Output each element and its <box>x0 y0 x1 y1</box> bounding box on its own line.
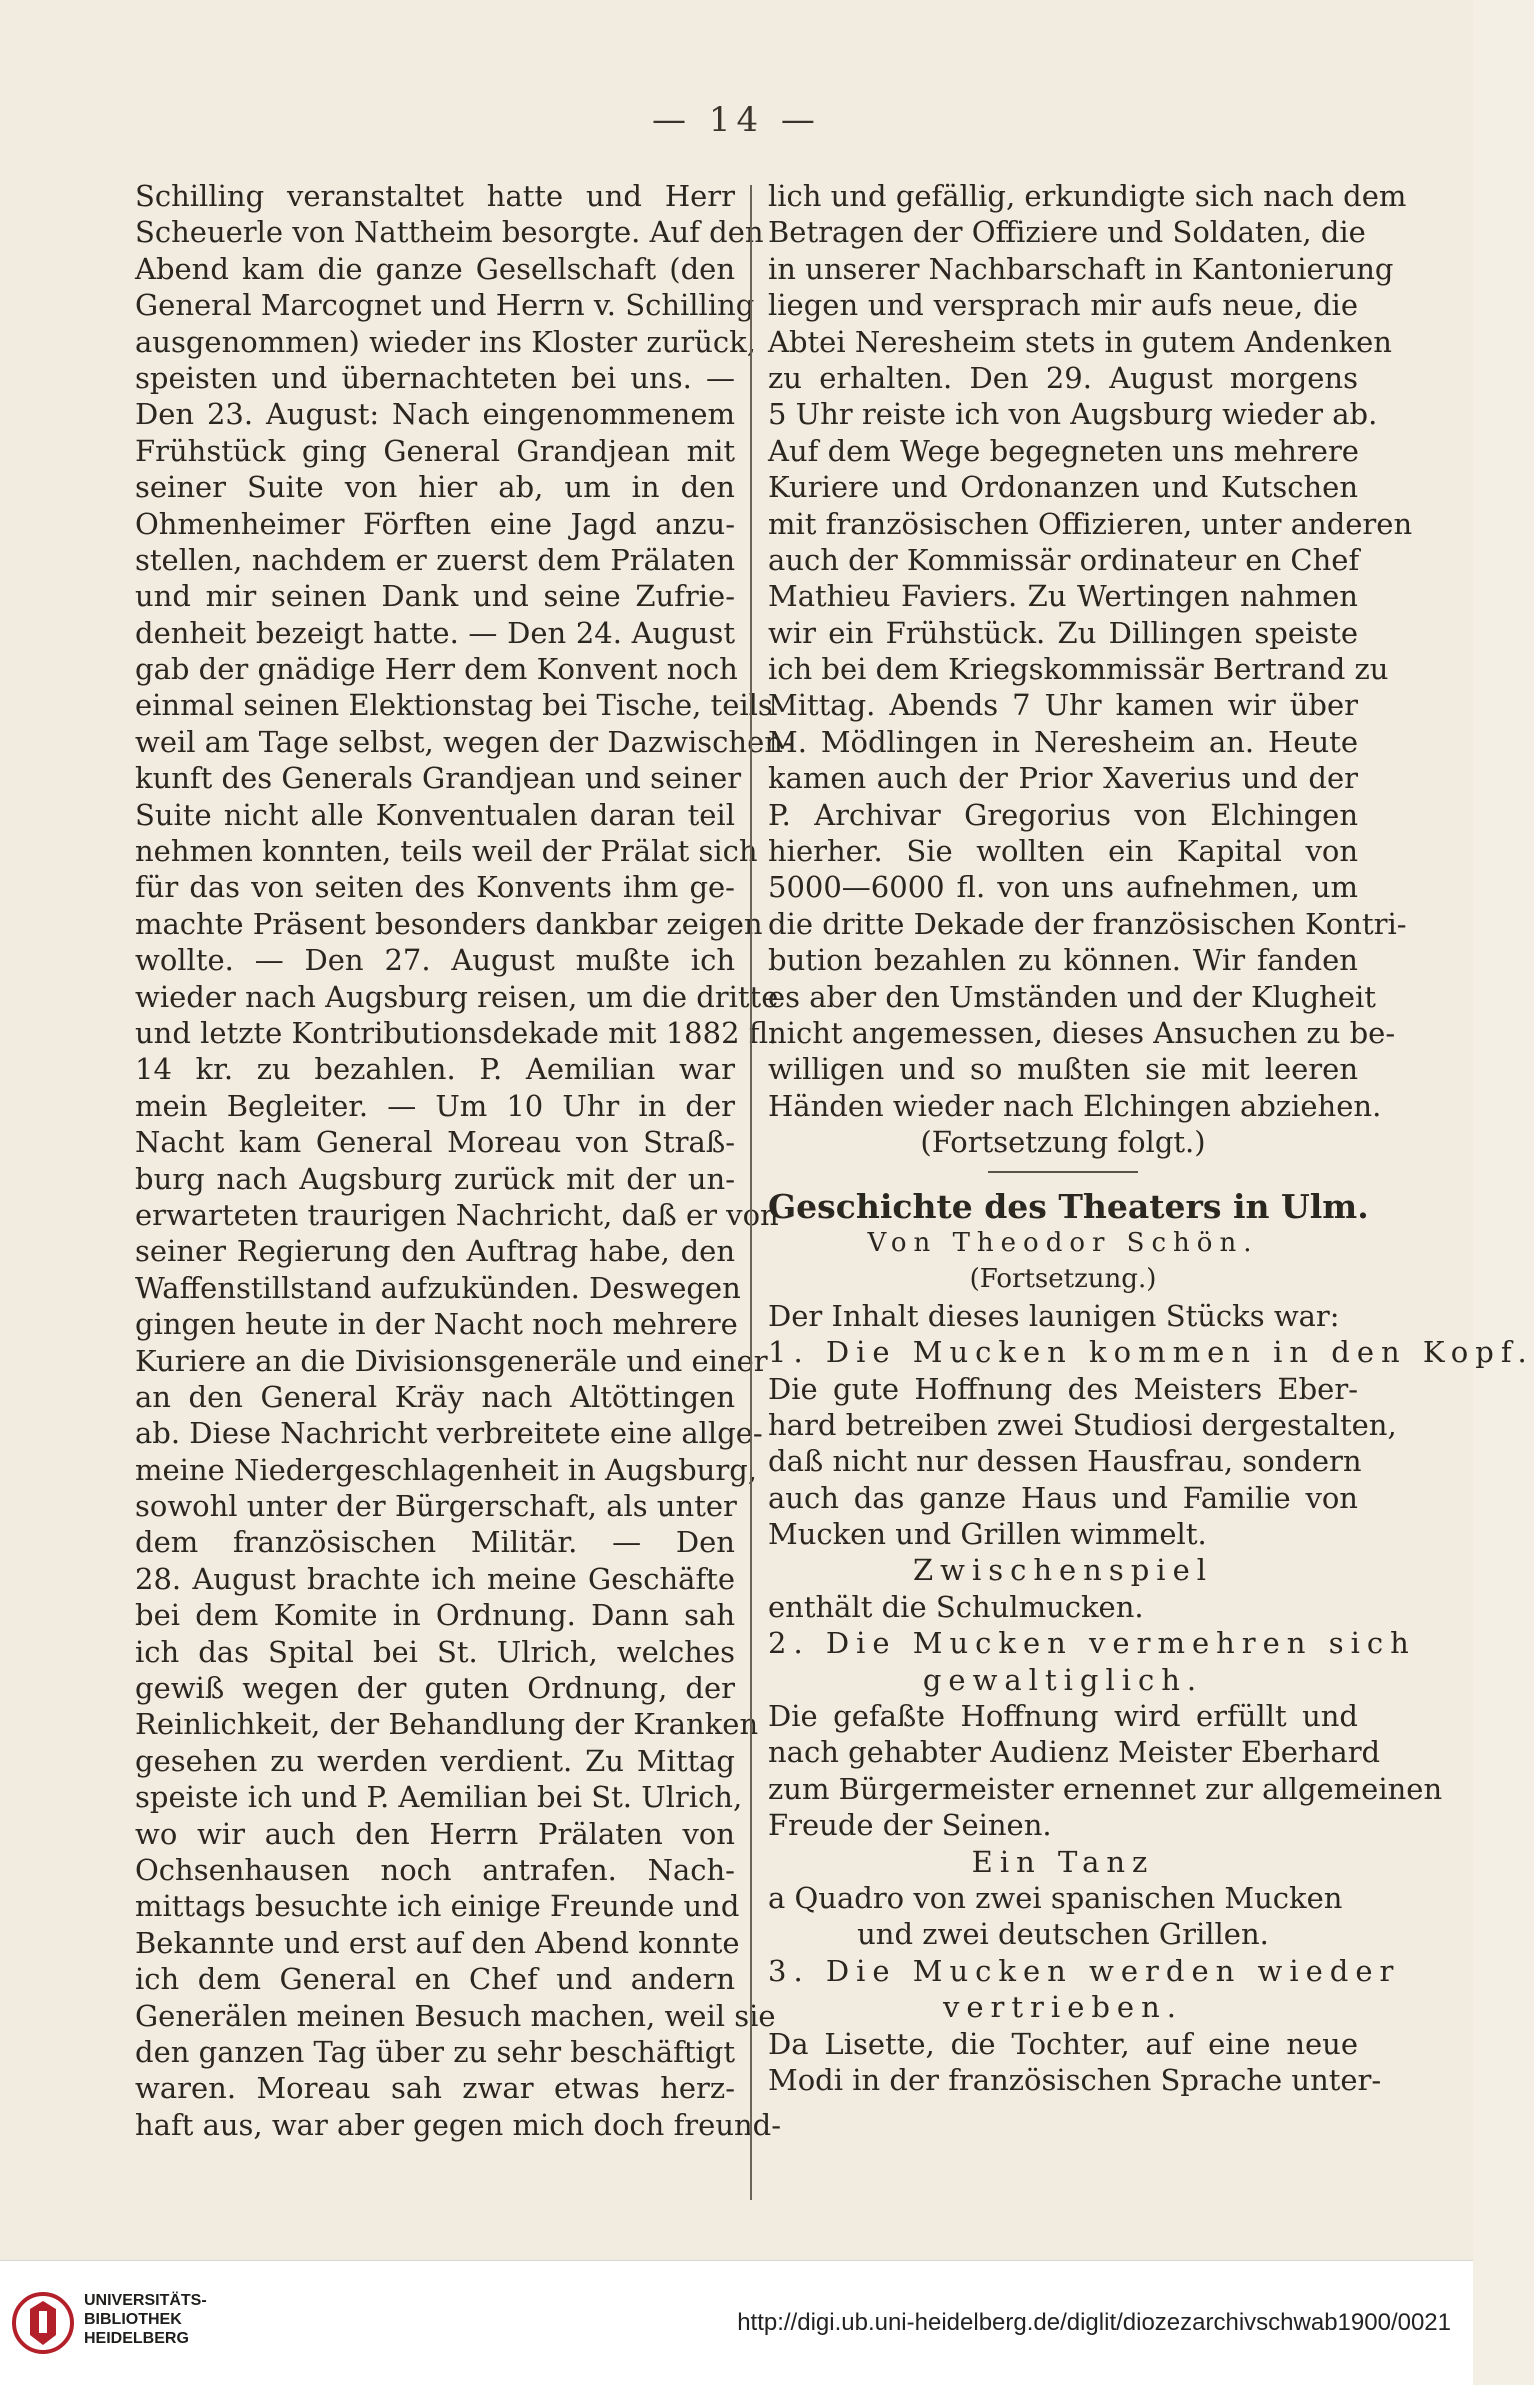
text-line: Modi in der französischen Sprache unter- <box>768 2062 1382 2097</box>
text-line: Auf dem Wege begegneten uns mehrere <box>768 433 1359 468</box>
text-line: ich das Spital bei St. Ulrich, welches <box>135 1634 735 1669</box>
text-line: daß nicht nur dessen Hausfrau, sondern <box>768 1444 1362 1479</box>
text-line: machte Präsent besonders dankbar zeigen <box>135 906 763 941</box>
text-line: meine Niedergeschlagenheit in Augsburg, <box>135 1452 757 1487</box>
text-line: kamen auch der Prior Xaverius und der <box>768 761 1358 796</box>
scene-2-heading: 2. Die Mucken vermehren sich <box>768 1626 1416 1661</box>
text-line: 28. August brachte ich meine Geschäfte <box>135 1561 735 1596</box>
dance-text-cont: und zwei deutschen Grillen. <box>857 1917 1269 1952</box>
text-line: liegen und versprach mir aufs neue, die <box>768 288 1358 323</box>
text-line: wollte. — Den 27. August mußte ich <box>135 943 735 978</box>
text-line: sowohl unter der Bürgerschaft, als unter <box>135 1489 737 1524</box>
text-line: haft aus, war aber gegen mich doch freund- <box>135 2107 782 2142</box>
scene-1-text <box>768 1371 1397 1553</box>
text-line: ich dem General en Chef und andern <box>135 1962 735 1997</box>
scene-3-heading: 3. Die Mucken werden wieder <box>768 1953 1401 1988</box>
text-line: Abtei Neresheim stets in gutem Andenken <box>768 324 1392 359</box>
text-line: gewiß wegen der guten Ordnung, der <box>135 1671 735 1706</box>
right-column-text <box>768 178 1413 1124</box>
scene-3-text <box>768 2026 1382 2099</box>
text-line: lich und gefällig, erkundigte sich nach dem <box>768 179 1407 213</box>
text-line: willigen und so mußten sie mit leeren <box>768 1052 1358 1087</box>
text-line: waren. Moreau sah zwar etwas herz- <box>135 2071 735 2106</box>
article-byline: Von Theodor Schön. <box>867 1227 1259 1258</box>
text-line: für das von seiten des Konvents ihm ge- <box>135 870 735 905</box>
text-line: Generälen meinen Besuch machen, weil sie <box>135 1998 776 2033</box>
text-line: Kuriere und Ordonanzen und Kutschen <box>768 470 1358 505</box>
text-line: wo wir auch den Herrn Prälaten von <box>135 1816 735 1851</box>
library-footer <box>0 2260 1473 2385</box>
text-line: ab. Diese Nachricht verbreitete eine allge- <box>135 1416 763 1451</box>
text-line: hard betreiben zwei Studiosi dergestalten, <box>768 1407 1397 1442</box>
text-line: 5 Uhr reiste ich von Augsburg wieder ab. <box>768 397 1378 432</box>
text-line: mit französischen Offizieren, unter anderen <box>768 506 1413 541</box>
text-line: Betragen der Offiziere und Soldaten, die <box>768 215 1366 250</box>
page-number: — 14 — <box>652 100 821 140</box>
library-logo-text: UNIVERSITÄTS- BIBLIOTHEK HEIDELBERG <box>84 2292 207 2347</box>
text-line: Scheuerle von Nattheim besorgte. Auf den <box>135 215 764 250</box>
scene-2-heading-cont: gewaltiglich. <box>922 1662 1204 1697</box>
text-line: einmal seinen Elektionstag bei Tische, teils <box>135 688 773 723</box>
text-line: es aber den Umständen und der Klugheit <box>768 979 1376 1014</box>
text-line: auch der Kommissär ordinateur en Chef <box>768 542 1360 577</box>
text-line: Da Lisette, die Tochter, auf eine neue <box>768 2026 1358 2061</box>
text-line: stellen, nachdem er zuerst dem Prälaten <box>135 542 735 577</box>
text-line: speisten und übernachteten bei uns. — <box>135 360 735 395</box>
text-line: gab der gnädige Herr dem Konvent noch <box>135 652 738 687</box>
text-line: Den 23. August: Nach eingenommenem <box>135 397 735 432</box>
text-line: nehmen konnten, teils weil der Prälat sich <box>135 834 758 869</box>
text-line: bei dem Komite in Ordnung. Dann sah <box>135 1598 735 1633</box>
text-line: Nacht kam General Moreau von Straß- <box>135 1125 735 1160</box>
text-line: weil am Tage selbst, wegen der Dazwischen- <box>135 724 793 759</box>
text-line: Reinlichkeit, der Behandlung der Kranken <box>135 1707 759 1742</box>
text-line: wir ein Frühstück. Zu Dillingen speiste <box>768 615 1358 650</box>
text-line: Mittag. Abends 7 Uhr kamen wir über <box>768 688 1358 723</box>
source-url-link[interactable]: http://digi.ub.uni-heidelberg.de/diglit/diozezarchivschwab1900/0021 <box>737 2309 1451 2336</box>
text-line: dem französischen Militär. — Den <box>135 1525 735 1560</box>
text-line: speiste ich und P. Aemilian bei St. Ulrich, <box>135 1780 743 1815</box>
text-line: erwarteten traurigen Nachricht, daß er von <box>135 1197 779 1232</box>
text-line: hierher. Sie wollten ein Kapital von <box>768 834 1358 869</box>
text-line: Mathieu Faviers. Zu Wertingen nahmen <box>768 579 1358 614</box>
interlude-text: enthält die Schulmucken. <box>768 1589 1144 1624</box>
left-column <box>135 178 793 2143</box>
dance-text: a Quadro von zwei spanischen Mucken <box>768 1880 1343 1915</box>
text-line: und mir seinen Dank und seine Zufrie- <box>135 579 735 614</box>
text-line: zum Bürgermeister ernennet zur allgemeinen <box>768 1771 1443 1806</box>
text-line: burg nach Augsburg zurück mit der un- <box>135 1161 735 1196</box>
text-line: Ohmenheimer Förften eine Jagd anzu- <box>135 506 735 541</box>
text-line: 14 kr. zu bezahlen. P. Aemilian war <box>135 1052 735 1087</box>
text-line: zu erhalten. Den 29. August morgens <box>768 360 1358 395</box>
text-line: Schilling veranstaltet hatte und Herr <box>135 179 735 213</box>
text-line: Kuriere an die Divisionsgeneräle und einer <box>135 1343 768 1378</box>
text-line: Die gute Hoffnung des Meisters Eber- <box>768 1371 1358 1406</box>
text-line: mittags besuchte ich einige Freunde und <box>135 1889 740 1924</box>
text-line: den ganzen Tag über zu sehr beschäftigt <box>135 2034 735 2069</box>
text-line: nach gehabter Audienz Meister Eberhard <box>768 1735 1381 1770</box>
continuation-note: (Fortsetzung folgt.) <box>920 1125 1206 1160</box>
text-line: 5000—6000 fl. von uns aufnehmen, um <box>768 870 1358 905</box>
scene-2-text <box>768 1698 1443 1844</box>
section-rule <box>988 1171 1138 1173</box>
text-line: Frühstück ging General Grandjean mit <box>135 433 735 468</box>
scene-3-heading-cont: vertrieben. <box>943 1990 1183 2025</box>
text-line: auch das ganze Haus und Familie von <box>768 1480 1358 1515</box>
article-continued: (Fortsetzung.) <box>969 1264 1157 1295</box>
text-line: wieder nach Augsburg reisen, um die dritte <box>135 979 779 1014</box>
text-line: ich bei dem Kriegskommissär Bertrand zu <box>768 652 1389 687</box>
article-title: Geschichte des Theaters in Ulm. <box>768 1186 1369 1226</box>
text-line: gesehen zu werden verdient. Zu Mittag <box>135 1743 735 1778</box>
text-line: seiner Suite von hier ab, um in den <box>135 470 735 505</box>
text-line: denheit bezeigt hatte. — Den 24. August <box>135 615 735 650</box>
text-line: Mucken und Grillen wimmelt. <box>768 1517 1207 1552</box>
scene-1-heading: 1. Die Mucken kommen in den Kopf. <box>768 1335 1534 1370</box>
text-line: Waffenstillstand aufzukünden. Deswegen <box>135 1270 741 1305</box>
text-line: mein Begleiter. — Um 10 Uhr in der <box>135 1088 735 1123</box>
text-line: seiner Regierung den Auftrag habe, den <box>135 1234 735 1269</box>
text-line: bution bezahlen zu können. Wir fanden <box>768 943 1358 978</box>
dance-heading: Ein Tanz <box>971 1844 1155 1879</box>
text-line: Abend kam die ganze Gesellschaft (den <box>135 251 735 286</box>
text-line: Händen wieder nach Elchingen abziehen. <box>768 1088 1382 1123</box>
text-line: Ochsenhausen noch antrafen. Nach- <box>135 1852 735 1887</box>
text-line: Suite nicht alle Konventualen daran teil <box>135 797 735 832</box>
text-line: kunft des Generals Grandjean und seiner <box>135 761 742 796</box>
interlude-heading: Zwischenspiel <box>912 1553 1214 1588</box>
text-line: General Marcognet und Herrn v. Schilling <box>135 288 755 323</box>
text-line: Freude der Seinen. <box>768 1808 1052 1843</box>
text-line: nicht angemessen, dieses Ansuchen zu be- <box>768 1015 1396 1050</box>
text-line: an den General Kräy nach Altöttingen <box>135 1379 735 1414</box>
article-intro: Der Inhalt dieses launigen Stücks war: <box>768 1298 1340 1333</box>
university-seal-icon <box>12 2287 74 2359</box>
right-column <box>768 178 1534 2098</box>
text-line: und letzte Kontributionsdekade mit 1882 fl. <box>135 1015 778 1050</box>
text-line: Bekannte und erst auf den Abend konnte <box>135 1925 740 1960</box>
text-line: Die gefaßte Hoffnung wird erfüllt und <box>768 1699 1358 1734</box>
text-line: in unserer Nachbarschaft in Kantonierung <box>768 251 1394 286</box>
text-line: ausgenommen) wieder ins Kloster zurück, <box>135 324 756 359</box>
text-line: die dritte Dekade der französischen Kontri- <box>768 906 1407 941</box>
text-line: gingen heute in der Nacht noch mehrere <box>135 1307 738 1342</box>
text-line: M. Mödlingen in Neresheim an. Heute <box>768 724 1358 759</box>
column-divider <box>750 185 752 2200</box>
text-line: P. Archivar Gregorius von Elchingen <box>768 797 1358 832</box>
